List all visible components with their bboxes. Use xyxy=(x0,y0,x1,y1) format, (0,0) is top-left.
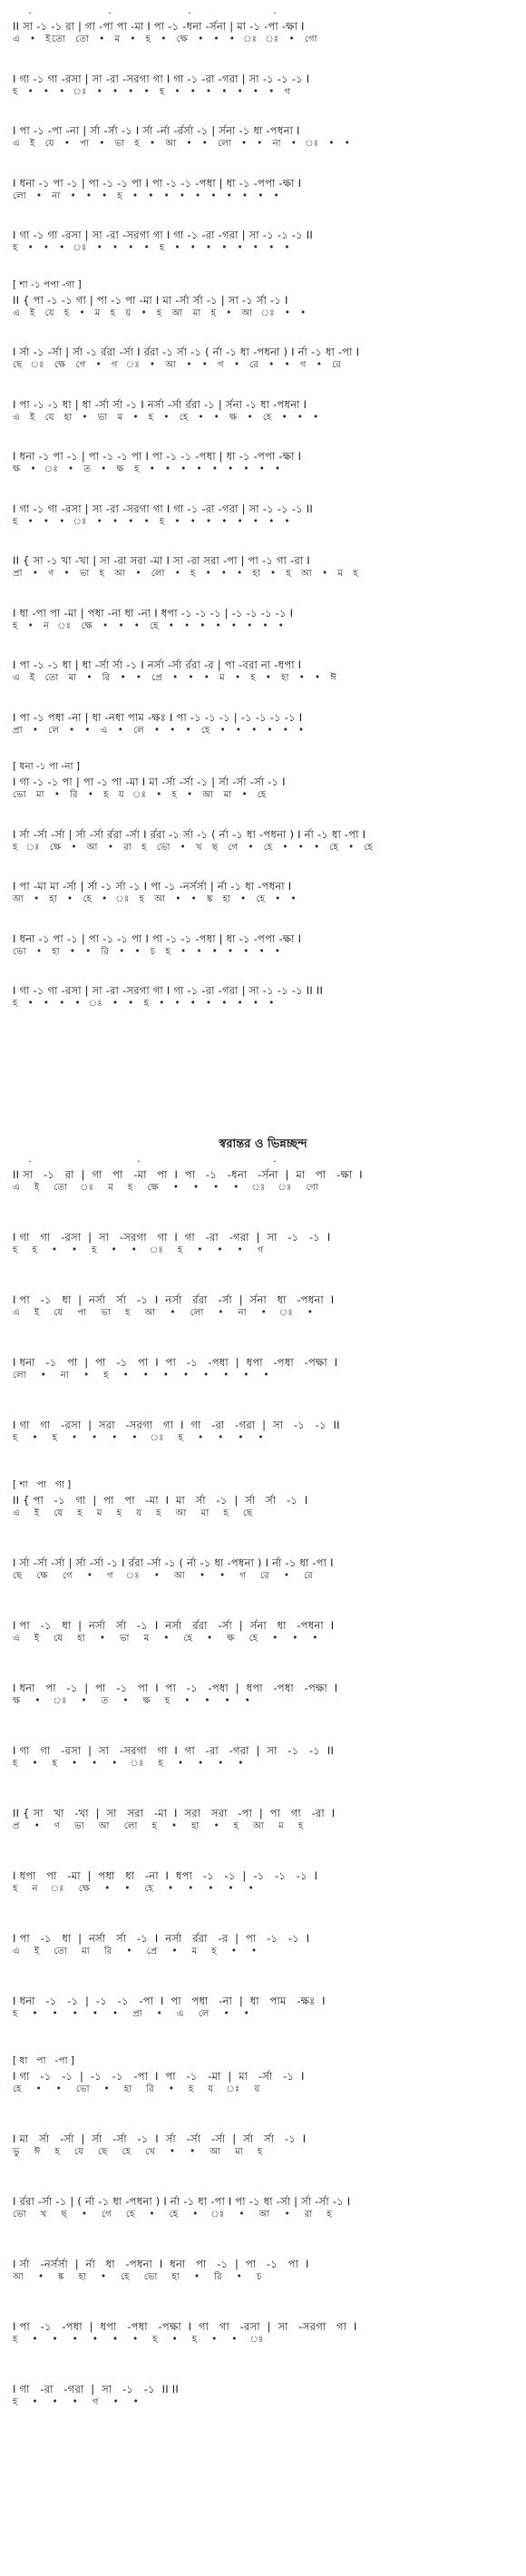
notation-row: I গা -১ গা -রসা | সা -রা -সরগা গা I গা -১ -রা -গরা | সা -১ -১ -১ II xyxy=(13,502,313,515)
notation-row: I পা -১ -১ ধা | ধা -র্সা র্সা -১ I নর্সা -র্সা র্ররা -১ | র্সনা -১ ধা -পধনা I xyxy=(13,397,307,411)
notation-row: II { পা -১ গা | পা পা -মা I মা র্সা -১ | র্সা র্সা -১ I xyxy=(13,1494,308,1507)
notation-row: I গা -১ গা -রসা | সা -রা -সরগা গা I গা -১ -রা -গরা | সা -১ -১ -১ I xyxy=(13,72,310,85)
notation-row: II সা -১ -১ রা | গা -পা পা -মা I পা -১ -ধনা -র্সনা | মা -১ -পা -ক্ষা I xyxy=(13,20,305,33)
octave-mark: ˙ xyxy=(187,11,192,24)
lyric-row: হ • • • • • প্রা • এ লে • • xyxy=(13,2009,251,2019)
lyric-row: ভো • হা • • রি • • চ হ • • • • • • • xyxy=(13,946,282,957)
lyric-row: ভো মা • রি • হ য ঃ • হ • আ মা • হে xyxy=(13,790,268,800)
notation-row: I র্ররা -র্সা -১ | ( র্না -১ ধা -পধনা ) I র্না -১ ধা -পা I পা -১ ধা -র্সা | র্সা -র্সা -১ I xyxy=(13,2195,351,2208)
alternate-notes-bracket: [ ধনা -১ পা -না ] xyxy=(13,761,80,772)
lyric-row: ক্ষ • ঃ • ত • ক্ষ হ • • • • xyxy=(13,1696,252,1706)
notation-row: I গা গা -রসা | সরা -সরগা গা I গা -রা -গরা | সা -১ -১ II xyxy=(13,1419,340,1431)
notation-row: I গা -১ -১ | -১ -১ -পা I পা -১ -মা | মা -র্সা -১ I xyxy=(13,2070,305,2083)
lyric-row: ভো খ ছ • গে হে • হে • ঃ • আ • রা হ xyxy=(13,2210,334,2220)
notation-row: I ধা -পা পা -মা | পধা -না ধা -না I ধপা -১ -১ -১ | -১ -১ -১ -১ I xyxy=(13,606,294,620)
octave-mark: ˙ xyxy=(272,1159,278,1172)
alternate-notes-bracket: [ শা পা গা ] xyxy=(13,1479,72,1490)
notation-row: I গা গা -রসা | সা -সরগা গা I গা -রা -গরা | সা -১ -১ I xyxy=(13,1231,331,1244)
notation-row: I গা -১ গা -রসা | সা -রা -সরগা গা I গা -১ -রা -গরা | সা -১ -১ -১ II II xyxy=(13,984,324,997)
notation-row: I র্সা -র্সা -র্সা | র্সা -র্সা -১ I র্ররা -র্সা -১ ( র্না -১ ধা -পধনা ) I র্না -১ ধা -পা I xyxy=(13,1556,334,1569)
lyric-row: হ • • • ঃ • • • • হ • • • • • • • গ xyxy=(13,86,292,97)
lyric-row: হ ন ঃ ক্ষে • • হে • • • • • xyxy=(13,1884,256,1894)
lyric-row: হ • • • • • • হ • হ • • ঃ xyxy=(13,2335,266,2345)
lyric-row: আ • ঙ্ক হা • হে ভো হা • রি • চ xyxy=(13,2272,263,2282)
notation-row: I গা -১ -১ পা | পা -১ পা -মা I মা -র্সা -র্সা -১ | র্সা -র্সা -র্সা -১ I xyxy=(13,776,286,788)
notation-row: II { পা -১ -১ গা | পা -১ পা -মা I মা -র্সা র্সা -১ | সা -১ র্সা -১ I xyxy=(13,293,288,307)
octave-mark: ˙ xyxy=(27,1159,33,1172)
octave-mark: ˙ xyxy=(27,11,33,24)
lyric-row: হ • ন ঃ ক্ষে • • • হে • • • • • • • • xyxy=(13,620,286,631)
lyric-row: লো • না • • • হ • • • • • • • • • • xyxy=(13,190,281,201)
lyric-row: হ • হ • • • • ঃ হ • • • • xyxy=(13,1433,266,1443)
notation-row: I গা -১ গা -রসা | সা -রা -সরগা গা I গা -১ -রা -গরা | সা -১ -১ -১ II xyxy=(13,229,313,241)
lyric-row: হ হ • • হ • • ঃ হ • • • গ xyxy=(13,1245,266,1255)
notation-row: I পা -১ -পধা | ধপা -পধা -পক্ষা I গা গা -রসা | সা -সরগা গা I xyxy=(13,2320,357,2333)
lyric-row: এ ই যে পা ভা হ আ • লো • না • ঃ • xyxy=(13,1308,315,1318)
notation-row: I পা -১ -১ ধা | ধা -র্সা র্সা -১ I নর্সা -র্সা র্ররা -র | পা -বরা না -ধপা I xyxy=(13,659,302,671)
notation-row: I পা -১ ধা | নর্সা র্সা -১ I নর্সা র্ররা -র | পা -১ -১ I xyxy=(13,1932,310,1945)
lyric-row: হ • • • ঃ • • • • হ • • • • • • • • xyxy=(13,243,292,253)
octave-mark: ˙ xyxy=(272,11,278,24)
lyric-row: এ • ইতো তো • ম • হ • ক্ষে • • • ঃ ঃ • গো xyxy=(13,34,319,44)
lyric-row: হ • • • • ঃ • • হ • • • • • • • • xyxy=(13,999,276,1009)
notation-row: I পা -১ পধা -না | ধা -নধা পাম -ক্ষঃ I পা -১ -১ -১ | -১ -১ -১ -১ I xyxy=(13,710,303,724)
notation-row: I পা -১ ধা | নর্সা র্সা -১ I নর্সা র্ররা -র্সা | র্সনা ধা -পধনা I xyxy=(13,1619,335,1632)
lyric-row: প্র • ণ ভা আ লো হ • হা • হ আ ম হ xyxy=(13,1821,305,1831)
notation-row: I র্সা -১ -র্সা | র্সা -১ র্ররা -র্সা I র্ররা -১ র্সা -১ ( র্না -১ ধা -পধনা ) I র্না -১ ধা -পা I xyxy=(13,346,360,358)
notation-row: I ধনা -১ পা | পা -১ পা I পা -১ -পধা | ধপা -পধা -পক্ষা I xyxy=(13,1356,338,1369)
alternate-notes-bracket: [ ধা পা -পা ] xyxy=(13,2055,74,2066)
notation-row: I ধনা -১ পা -১ | পা -১ -১ পা I পা -১ -১ -পধা | ধা -১ -পপা -ক্ষা I xyxy=(13,450,302,463)
notation-row: I র্সা -র্সা -র্সা | র্সা -র্সা র্ররা -র্সা I র্ররা -১ র্সা -১ ( র্না -১ ধা -পধনা ) I র্না -১ ধা -পা I xyxy=(13,827,366,841)
lyric-row: হ • • • গ • • xyxy=(13,2397,141,2407)
lyric-row: আ • হা • হে • ঃ হ আ • • ঙ্ক হা • হে • • xyxy=(13,894,298,904)
octave-mark: ˙ xyxy=(107,11,112,24)
notation-row: I পা -১ ধা | নর্সা র্সা -১ I নর্সা র্ররা -র্সা | র্সনা ধা -পধনা I xyxy=(13,1293,335,1306)
lyric-row: এ ই তো মা রি • প্রে • ম হ • • xyxy=(13,1947,258,1956)
lyric-row: লো • না • হ • • • • • • • • xyxy=(13,1371,271,1381)
lyric-row: এ ই যে হা • ভা ম • হে • ক্ষ হে • • • xyxy=(13,1634,320,1644)
lyric-row: হ • • • ঃ • • • • হ • • • • • • • • xyxy=(13,516,292,527)
lyric-row: এ ই যে হ • ম হ য় • হ আ মা হ • আ ঃ • • xyxy=(13,307,307,318)
lyric-row: ছে ঃ ক্ষে গে • গ ঃ • আ • • গ • রে • • গ • রে xyxy=(13,360,343,370)
lyric-row: প্রা • ণ • ভা হ আ • লো • হ • • • হা • হ আ • ম হ xyxy=(13,569,360,579)
lyric-row: এ ই তো মা • রি • • প্রে • • • ম • হ • হা • • ঈ xyxy=(13,673,338,683)
notation-row: I ধনা -১ -১ | -১ -১ -পা I পা পধা -না | ধা পাম -ক্ষঃ I xyxy=(13,1995,326,2007)
lyric-row: এ ই যে হা • ভা ম • হ • হে • • ক্ষ • হে • • • xyxy=(13,412,320,423)
notation-row: I ধনা -১ পা -১ | পা -১ -১ পা I পা -১ -১ -পধা | ধা -১ -পপা -ক্ষা I xyxy=(13,176,302,190)
lyric-row: এ ই যে • পা • ভা হ • আ • • লো • • না • ঃ • • xyxy=(13,139,352,149)
octave-mark: ˙ xyxy=(136,1159,141,1172)
lyric-row: এ ই যে হ ম হ য় হ আ মা হ ছে xyxy=(13,1508,254,1518)
notation-row: I ধপা পা -মা | পধা ধা -না I ধপা -১ -১ | -১ -১ -১ I xyxy=(13,1869,318,1882)
notation-row: I গা -রা -গরা | সা -১ -১ II II xyxy=(13,2383,179,2395)
alternate-notes-bracket: [ শা -১ পপা -গা ] xyxy=(13,278,82,290)
lyric-row: ভু ঈ হ যে ছে হে খে • • আ মা হ xyxy=(13,2147,264,2157)
lyric-row: হ ঃ ক্ষে • আ • রা হ ভো • খ ছ গে • হে • • • হে • হে xyxy=(13,842,375,853)
notation-row: I মা র্সা -র্সা | র্সা -র্সা -১ I র্সা -র্সা -র্সা | র্সা র্সা -১ I xyxy=(13,2132,307,2145)
notation-row: I ধনা পা -১ | পা -১ পা I পা -১ -পধা | ধপা -পধা -পক্ষা I xyxy=(13,1682,338,1694)
lyric-row: ছে ক্ষে গে • গ ঃ • আ • • গ রে • রে xyxy=(13,1571,315,1581)
notation-row: I পা -১ -পা -না | র্সা -র্সা -১ I র্সা -র্না -র্রর্সা -১ | র্সনা -১ ধা -পধনা I xyxy=(13,124,300,137)
notation-row: I পা -মা মা -র্সা | র্সা -১ র্সা -১ I পা -১ -নর্সর্সা | র্না -১ ধা -পধনা I xyxy=(13,880,292,893)
lyric-row: প্রা • লে • • এ • লে • • • হে • • • • • • xyxy=(13,725,306,736)
notation-row: I ধনা -১ পা -১ | পা -১ -১ পা I পা -১ -১ -পধা | ধা -১ -পপা -ক্ষা I xyxy=(13,932,302,945)
lyric-row: এ ই তো ঃ ম হ ক্ষে • • • • ঃ ঃ ণো xyxy=(13,1183,320,1193)
lyric-row: ক্ষ • ঃ • ত • ক্ষ হ • • • • • • • • • xyxy=(13,464,282,474)
notation-row: II { সা -১ খা -খা | সা -রা সরা -মা I সা -রা সরা -পা | পা -১ গা -রা I xyxy=(13,554,310,567)
lyric-row: হ • হ • • • ঃ হ • • • • xyxy=(13,1759,245,1769)
notation-row: I গা গা -রসা | সা -সরগা গা I গা -রা -গরা | সা -১ -১ II xyxy=(13,1744,335,1757)
notation-row: I র্সা -নর্সর্সা | র্না ধা -পধনা I ধনা পা -১ | পা -১ পা I xyxy=(13,2258,309,2270)
notation-row: II { সা খা -খা | সা সরা -মা I সরা সরা -পা | পা গা -রা I xyxy=(13,1807,336,1820)
section-title: স্বরান্তর ও ভিন্নচ্ছন্দ xyxy=(219,1137,307,1151)
notation-row: II সা -১ রা | গা পা -মা পা I পা -১ -ধনা -র্সনা | মা পা -ক্ষা I xyxy=(13,1168,363,1181)
lyric-row: হে • • ভো • হা রি • হ য ঃ য় xyxy=(13,2084,262,2094)
